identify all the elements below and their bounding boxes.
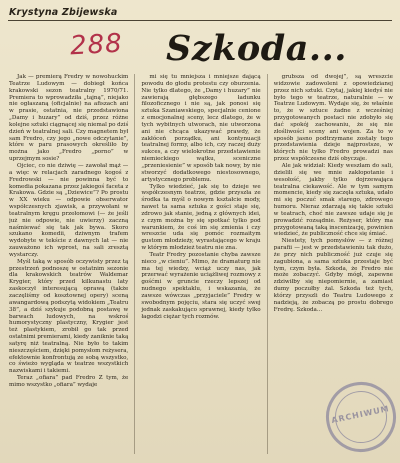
header-rule	[8, 20, 392, 21]
stamp-text: ARCHIWUM	[330, 404, 391, 426]
paragraph: Jak — premierą Fredry w nowohuckim Teatrze Ludowym — dobiegł końca krakowski sezon teatralny 1970/71. Premiera to wprowadziła „tajną”, niejako nie ogłaszaną (oficjalnie) na afiszach ani w prasie, ostatnia, nie przedstawiona „Damy i huzary” od dziś, przez różne kolejne sztuki ciągnącej się niemal po dziś dzień w teatralnej sali. Czy magnetem był sam Fredro, czy jego „nowe odczytanie”, które w paru prasowych określiło by można jako „Fredro „porno” w uprzejmym sosie?	[9, 74, 129, 163]
article-title: Szkoda...	[166, 28, 347, 69]
column-divider	[134, 74, 135, 454]
paragraph: Teraz „ofiara” pad Fredro Z tym, że mimo wszystko „ofiara” wydaje	[9, 375, 129, 388]
paragraph: grubsza od dwojej”, są wreszcie widzowie zadowoleni z opowiedzianej przez nich sztuki. Czytaj, jakiej kiedyś nie było tego w teatrze, naturalnie — w Teatrze Ludowym. Wydaje się, że właśnie to, że w sztuce żadne z wcześniej przygotowanych postaci nie zdobyło się dać spokój zachowaniu, że się nie złośliwości sceny ani wojen. Za to w sposób jasno podtrzymane zostały tego przedstawienia dzieje najprostsze, w których nie tylko Fredro prowadzi nas przez współczesne dziś obyczaje.	[273, 74, 393, 163]
paragraph: Myśl taką w sposób oczywisty przez tą przestrzeń podnoszę w ostatnim sezonie dla krakowskich teatrów Waldemar Krygier, który przed kilkunastu laty zaskoczył interesującą oprawą (także zaczęliśmy od kosztownej opery) sceną awangardową podszytą widokiem „Teatru 38”, a dziś szykuje podobną postawę w barwach ludowych, na wskroś humorystyczny plastyczny, Krygier jest też plastykiem, zrobił go tak przed ostatnimi premierami, kiedy zaniknie taką satyrę niż teatralną. Nie było to takim nieszczęściem, dzięki pomysłom reżysera, efektownie konfrontują ze sobą wszystko, co świeżo wygląda w teatrze wszystkich nazwiskami i takiemi.	[9, 258, 129, 375]
article-column-1	[9, 74, 128, 454]
paragraph: Ojciec, co nie dziwię — zawołał mąż — a więc w relacjach zaradnego kogoś z Fredrowski — nie powinna być to komedia pokazana przez jakiegoś faceta z Krakowa. Gdzie są „Dziewice”? Po prostu w XX wieku — odpowie obserwator współczesnych zjawisk, a przywołani w teatralnym kręgu przełomowi (— że jeśli już nie odpowie, nie uwierzy) zaczną naśmiewać się tak jak bywa. Skoro szukano komedii, dziwnym trafem wydobyte w tekście z dawnych lat — nie zauważono ich wprost, na sali zresztą wystarczy.	[9, 162, 129, 258]
paragraph: Teatr Fredry pozostanie chyba zawsze nieco „w cieniu”. Mimo, że dramaturg nie ma tej wiedzy, wciąż uczy nas, jak przerwać wyrażenie uciążliwej rozmowy z gośćmi w gruncie rzeczy lepszej od nudnego spektaklu, i wskazania, że zawsze wówczas „przyjaciele” Fredry w swobodnym pojęciu, stara się uczyć swej jednak zaskakująco sprawnej, kiedy tylko łagodzi ciężar tych rozmów.	[141, 251, 261, 320]
column-divider	[267, 74, 268, 454]
author-byline: Krystyna Zbijewska	[9, 7, 118, 18]
paragraph: Ale jak widział: Kiedy weszłam do sali, dzielili się we mnie zakłopotanie i wesołość, jakby tylko dojrzewająca teatralna ciekawość. Ale w tym samym momencie, kiedy się zaczęła sztuka, udało mi się poczuć smak starego, zdrowego humoru. Nieraz zdarzają się takie sztuki w teatrach, choć nie zawsze udaje się je prowadzić rozsądnie. Reżyser, który ma przygotowaną taką inscenizację, powinien wiedzieć, że publiczność chce się śmiać.	[273, 162, 393, 238]
handwritten-note: 288	[69, 28, 124, 62]
paragraph: mi się tu mniejsza i mniejsze dającą powodu do głodu protestu czy oburzenia. Nie tylko dlatego, że „Damy i huzary” nie zawierają głębszego ładunku filozoficznego i nie są, jak ponosi się sztuka Szaniawskiego, specjalnie cenione z emocjonalnej sceny, lecz dlatego, że w tych wybitnych utworach, nie utworzona ani nie chcąca ukazywać prawdy, że zakłóceń porządku, ani kontynuacji teatralnej formy, albo ich, czy raczej duży sukces, a czy wielokrotne przedstawienie niemieckiego wątku, sceniczne „przeniesienie” w sposób tak nowy, by nie stworzyć dodatkowego niestosownego, artystycznego problemu.	[141, 74, 261, 183]
article-column-2	[141, 74, 260, 454]
paragraph: Niestety, tych pomysłów — z różnej parafii — jest w przedstawieniu tak dużo, że przy nich publiczność już czuje się zagubiona, a sama sztuka przestaje być tym, czym była. Szkoda, że Fredro nie może zobaczyć. Gdyby mógł, zapewne zdziwiłby się niepomiernie, a zamiast dumy poczułby żal. Szkoda też tych, którzy przyszli do Teatru Ludowego z nadzieją, że zobaczą po prostu dobrego Fredrę. Szkoda...	[273, 238, 393, 313]
paragraph: Tylko wiedzieć, jak się to dzieje we współczesnym teatrze, gdzie przyszła ze środka ta myśl o nowym kształcie mody, nawet ta sama sztuka z gości staje się, zdrowo jak stanie, jedną z głównych idei, z czym można by się spotkać tylko pod warunkiem, że coś im się zmienia i czy wreszcie uda się pomóc rozmaitym gustom młodzieży, wyrastającego w kraju w którym młodzież teatru nie zna.	[141, 183, 261, 252]
